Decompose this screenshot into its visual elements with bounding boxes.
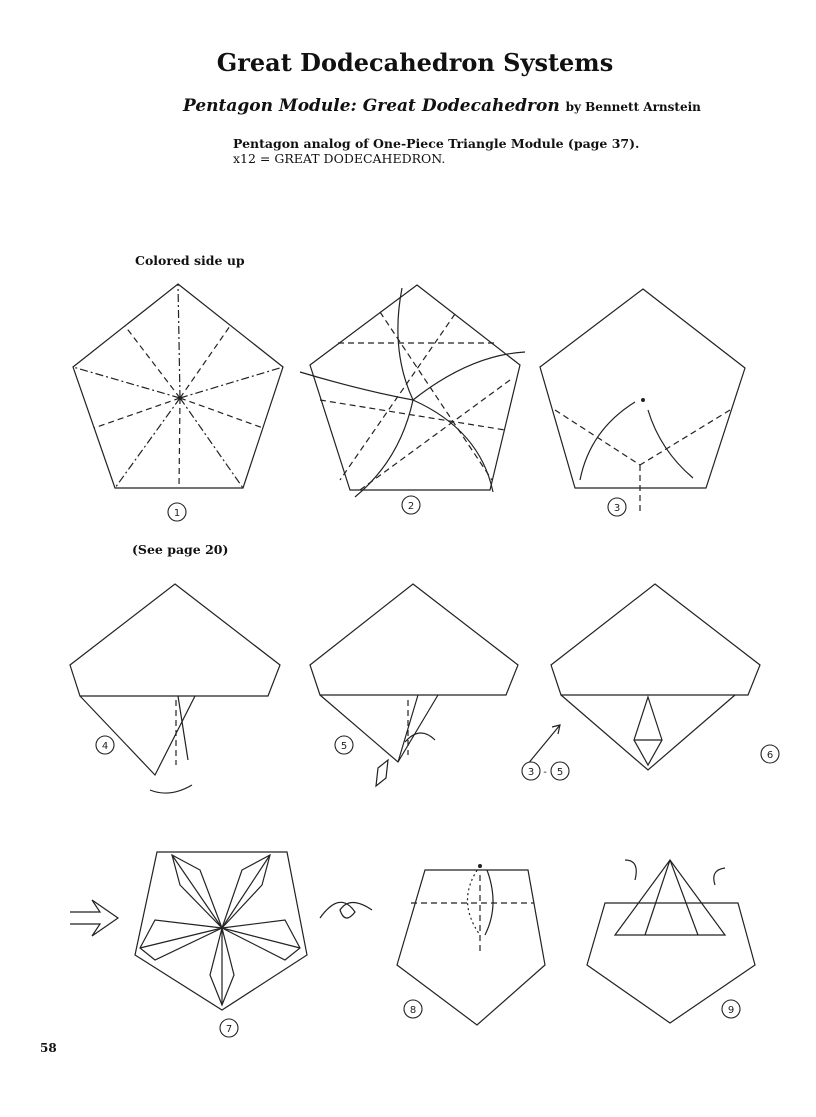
diagram-step-3 bbox=[540, 289, 745, 512]
step-number-9 bbox=[722, 1000, 740, 1018]
see-page-note: (See page 20) bbox=[132, 542, 229, 557]
step-number-8 bbox=[404, 1000, 422, 1018]
step-number-4 bbox=[96, 736, 114, 754]
svg-text:-: - bbox=[543, 767, 547, 778]
diagram-step-5 bbox=[310, 584, 518, 786]
svg-text:8: 8 bbox=[409, 1005, 417, 1016]
step-number-3 bbox=[608, 498, 626, 516]
svg-text:4: 4 bbox=[101, 741, 109, 752]
step-number-7 bbox=[220, 1019, 238, 1037]
description-line-1: Pentagon analog of One-Piece Triangle Module (page 37). bbox=[233, 136, 640, 151]
svg-text:5: 5 bbox=[556, 767, 564, 778]
page-number: 58 bbox=[40, 1041, 57, 1055]
svg-text:3: 3 bbox=[613, 503, 621, 514]
colored-side-note: Colored side up bbox=[135, 253, 245, 268]
diagram-step-7 bbox=[70, 852, 372, 1010]
step-number-1 bbox=[168, 503, 186, 521]
diagram-step-6 bbox=[527, 584, 760, 770]
module-name: Pentagon Module: Great Dodecahedron bbox=[183, 96, 560, 116]
svg-text:9: 9 bbox=[727, 1005, 735, 1016]
svg-text:1: 1 bbox=[173, 508, 181, 519]
svg-text:6: 6 bbox=[766, 750, 774, 761]
diagram-step-9 bbox=[587, 860, 755, 1023]
svg-text:5: 5 bbox=[340, 741, 348, 752]
svg-text:2: 2 bbox=[407, 501, 415, 512]
author: by Bennett Arnstein bbox=[565, 100, 701, 114]
step-number-5 bbox=[335, 736, 353, 754]
svg-text:7: 7 bbox=[225, 1024, 233, 1035]
step-number-2 bbox=[402, 496, 420, 514]
svg-text:3: 3 bbox=[527, 767, 535, 778]
repeat-steps-label bbox=[522, 762, 569, 780]
page-title: Great Dodecahedron Systems bbox=[216, 48, 614, 77]
step-number-6 bbox=[761, 745, 779, 763]
diagram-step-1 bbox=[73, 284, 283, 488]
diagram-step-4 bbox=[70, 584, 280, 793]
diagram-step-2 bbox=[300, 285, 525, 497]
diagram-step-8 bbox=[397, 864, 545, 1025]
description-line-2: x12 = GREAT DODECAHEDRON. bbox=[233, 151, 446, 166]
